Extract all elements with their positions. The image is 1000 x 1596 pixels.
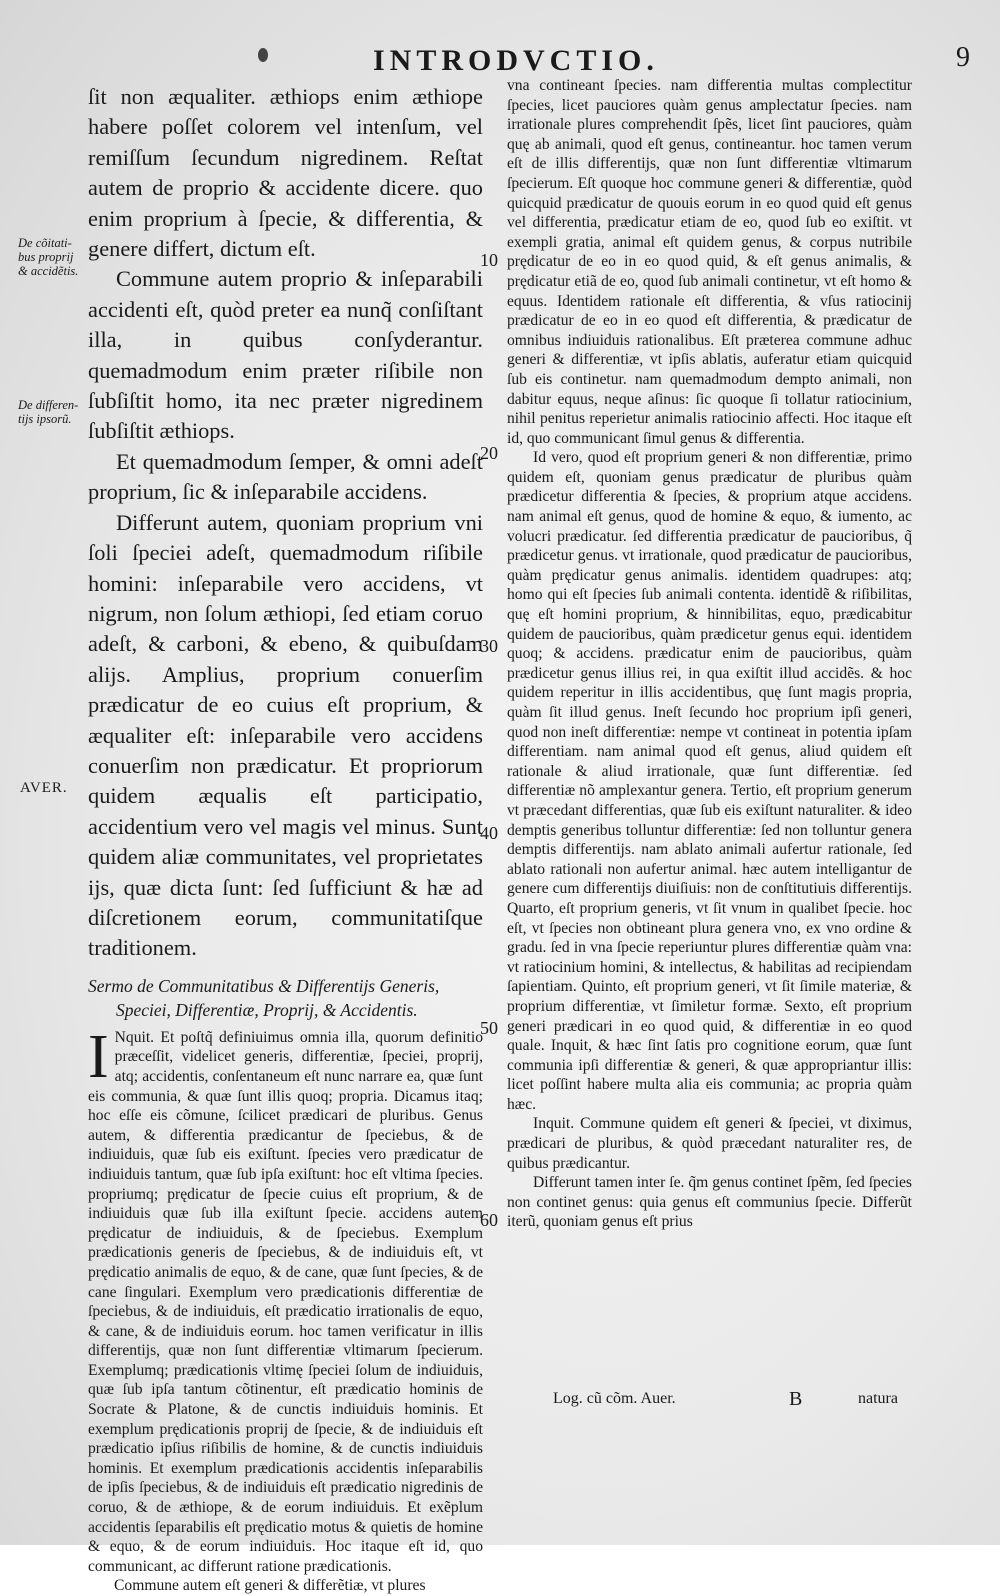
commentary-paragraph: Inquit. Commune quidem eſt generi & ſpeciei, vt diximus, prædicari de pluribus, & quòd præcedant naturaliter res, de quibus prædicantur. <box>507 1115 912 1172</box>
commentary-paragraph: Commune autem eſt generi & differẽtiæ, vt plures <box>114 1577 426 1595</box>
line-number: 20 <box>480 443 498 463</box>
section-heading <box>88 974 483 1022</box>
page-number: 9 <box>956 42 970 73</box>
drop-cap: I <box>88 1022 109 1091</box>
text-paragraph: Et quemadmodum ſemper, & omni adeſt proprium, ſic & inſeparabile accidens. <box>88 448 483 505</box>
line-number: 40 <box>480 823 498 843</box>
commentary-paragraph: Id vero, quod eſt proprium generi & non differentiæ, primo quidem eſt, quoniam genus prædicatur de pluribus quàm prædicetur differentia & ſpecies, & proprium atque accidens. nam animal eſt genus, quod de homine & equo, & iumento, ac volucri prædicatur. ſed differentia prædicatur de paucioribus, q̃ prædicetur genus. vt irrationale, quod prædicatur de paucioribus, quàm prędicatur genus animalis. identidem quadrupes: atq; homo qui eſt ſpecies ſub animali contenta. identidẽ & riſibilitas, quę eſt homini proprium, & hinnibilitas, equo, prædicabitur quidem de paucioribus, quàm prædicetur genus equi. identidem quoq; & accidens. prædicatur enim de paucioribus, quàm prædicetur genus illius rei, in qua exiſtit illud accidẽs. & hoc quidem reperitur in illis accidentibus, quę ſunt magis propria, quàm ſit illud genus. Ineſt ſecundo hoc proprium ipſi generi, quod non ineſt differentiæ: nempe vt contineat in potentia ipſam differentiam. nam animal quod eſt genus, aliud quidem eſt rationale & aliud irrationale, quæ ſunt differentiæ. ſed differentiæ nõ amplexantur genera. Tertio, eſt proprium generum vt præcedant differentias, quæ ſub eis exiſtunt naturaliter. & ideo demptis generibus tolluntur differentiæ: ſed non tolluntur genera demptis differentijs. nam ablato animali aufertur rationale, ſed ablato rationali non aufertur animal. hæc autem intelligantur de genere cum differentijs diuiſiuis: non de conſtitutiuis differentijs. Quarto, eſt proprium generis, vt ſit vnum in qualibet ſpecie. hoc eſt, vt ſpecies non obtineant plura genera vno, ex vno ordine & gradu. ſed in vna ſpecie reperiuntur plures differentiæ quàm vna: vt ratiocinium homini, & intellectus, & habilitas ad recipiendam ſapientiam. Quinto, eſt proprium generi, vt ſit ſimile materiæ, & proprium differentiæ, vt ſimiletur formæ. Sexto, eſt proprium generi prædicari in eo quod quid, & differentiæ in eo quod quale. Inquit, & hæc ſint ſatis pro cognitione eorum, quæ ſunt communia ipſi differentiæ & generi, & quæ appropriantur illis: licet poſſint habere multa alia eis communia; ac propria quàm hæc. <box>507 449 912 1113</box>
heading-line: Sermo de Communitatibus & Differentijs Generis, <box>88 975 440 996</box>
page-footer <box>0 1390 1000 1420</box>
page-header <box>0 40 1000 80</box>
commentary-text: Nquit. Et poſtq̃ definiuimus omnia illa, quorum definitio præceſſit, videlicet generis, differentiæ, ſpeciei, proprij, atq; accidentis, conſentaneum eſt nunc narrare ea, quæ ſunt eis communia, & quæ ſunt illis quoq; propria. Dicamus itaq; hoc eſſe eis cõmune, ſcilicet prædicari de pluribus. Genus autem, & differentia prædicantur de ſpeciebus, & de indiuiduis, quæ ſub eis exiſtunt. ſpecies vero prædicatur de indiuiduis tantum, quæ ſub ipſa exiſtunt: hoc eſt vltima ſpecies. propriumq; prędicatur de ſpecie cuius eſt proprium, & de indiuiduis quæ ſub illa exiſtunt ſpecie. accidens autem prędicatur de indiuiduis, & de ſpeciebus. Exemplum prædicationis generis de ſpeciebus, & de indiuiduis eſt, vt prędicatio animalis de equo, & de cane, quæ ſunt ſpecies, & de cane ſingulari. Exemplum vero prædicationis differentiæ de ſpeciebus, & de indiuiduis, eſt prædicatio irrationalis de equo, & cane, & de indiuiduis eorum. hoc tamen verificatur in illis differentijs, quæ non ſunt differentiæ vltimarum ſpecierum. Exemplumq; prædicationis vltimę ſpeciei ſolum de indiuiduis, quæ ſub ipſa tantum cõtinentur, eſt prædicatio hominis de Socrate & Platone, & de cunctis indiuiduis hominis. Et exemplum prędicationis proprij de ſpecie, & de indiuiduis eſt prædicatio ipſius riſibilis de homine, & de cunctis indiuiduis hominis. Et exemplum prædicationis accidentis inſeparabilis de ipſis ſpeciebus, & de indiuiduis eſt prædicatio nigredinis de coruo, & de æthiope, & de eorum indiuiduis. Et exẽplum accidentis ſeparabilis eſt prędicatio motus & quietis de homine & equo, & de eorum indiuiduis. Hoc itaque eſt id, quo communicant, ac differunt ratione prædicationis. <box>88 1028 483 1575</box>
running-title: INTRODVCTIO. <box>373 44 659 77</box>
text-paragraph: ſit non æqualiter. æthiops enim æthiope habere poſſet colorem vel intenſum, vel remiſſum ſecundum nigredinem. Reſtat autem de proprio & accidente dicere. quo enim proprium à ſpecie, & differentia, & genere differt, dictum eſt. <box>88 84 483 262</box>
line-number: 50 <box>480 1018 498 1038</box>
line-number: 60 <box>480 1210 498 1230</box>
text-paragraph: Commune autem proprio & inſeparabili accidenti eſt, quòd preter ea nunq̃ conſiſtant illa, in quibus conſyderantur. quemadmodum enim præter riſibile non ſubſiſtit homo, ita nec præter nigredinem ſubſiſtit æthiops. <box>88 266 483 444</box>
signature-line: Log. cũ cõm. Auer. <box>553 1390 676 1407</box>
line-number: 10 <box>480 250 498 270</box>
margin-note-communitates: De cõitati- bus proprij & accidẽtis. <box>18 236 79 278</box>
line-number: 30 <box>480 636 498 656</box>
margin-note-differentiae: De differen- tijs ipsorũ. <box>18 398 79 426</box>
commentary-paragraph <box>88 1022 483 1577</box>
commentary-tag: AVER. <box>20 780 68 796</box>
left-column <box>88 82 483 1596</box>
ink-blot <box>258 48 268 62</box>
porphyry-text <box>88 82 483 964</box>
averroes-commentary <box>88 1022 483 1596</box>
right-column <box>507 76 912 1232</box>
text-paragraph: Differunt autem, quoniam proprium vni ſoli ſpeciei adeſt, quemadmodum riſibile homini: inſeparabile vero accidens, vt nigrum, non ſolum æthiopi, ſed etiam coruo adeſt, & carboni, & ebeno, & quibuſdam alijs. Amplius, proprium conuerſim prædicatur de eo cuius eſt proprium, & æqualiter eſt: inſeparabile vero accidens conuerſim non prædicatur. Et propriorum quidem æqualis eſt participatio, accidentium vero vel magis vel minus. Sunt quidem aliæ communitates, vel proprietates ijs, quæ dicta ſunt: ſed ſufficiunt & hæ ad diſcretionem eorum, communitatiſque traditionem. <box>88 509 483 961</box>
commentary-paragraph: vna contineant ſpecies. nam differentia multas complectitur ſpecies, licet pauciores quàm genus amplectatur ſpecies. nam irrationale plures comprehendit ſpẽs, licet ſint pauciores, quàm quę ab animali, quod eſt genus, contineantur. hoc tamen verum eſt de illis differentijs, quæ non ſunt differentiæ vltimarum ſpecierum. Eſt quoque hoc commune generi & differentiæ, quòd quicquid prædicatur de quouis eorum in eo quod quid eſt genus vel differentia, prædicatur etiam de eo, quod ſub eo exiſtit. vt exempli gratia, animal eſt quidem genus, & corpus nutribile prędicatur de eo in eo quod quid, & eſt genus animalis, & prędicatur etiã de eo, quod ſub animali continetur, vt eſt homo & equus. Identidem rationale eſt differentia, & vſus ratiocinij prædicatur de eo in eo quod eſt differentia, & prædicatur de omnibus indiuiduis rationalibus. Eſt præterea commune adhuc generi & differentiæ, vt ipſis ablatis, auferatur etiam quicquid ſub eis continetur. nam quemadmodum dempto animali, non dabitur equus, neque aſinus: ſic quoque ſi tollatur ratiocinium, nihil penitus reperietur animalis ratiocinio affecti. Hoc itaque eſt id, quo communicant ſimul genus & differentia. <box>507 77 912 447</box>
quire-mark: B <box>789 1388 803 1410</box>
catchword: natura <box>858 1390 898 1407</box>
commentary-paragraph: Differunt tamen inter ſe. q̃m genus continet ſpẽm, ſed ſpecies non continet genus: quia genus eſt communius ſpecie. Differũt iterũ, quoniam genus eſt prius <box>507 1174 912 1231</box>
heading-line: Speciei, Differentiæ, Proprij, & Accidentis. <box>116 999 418 1020</box>
